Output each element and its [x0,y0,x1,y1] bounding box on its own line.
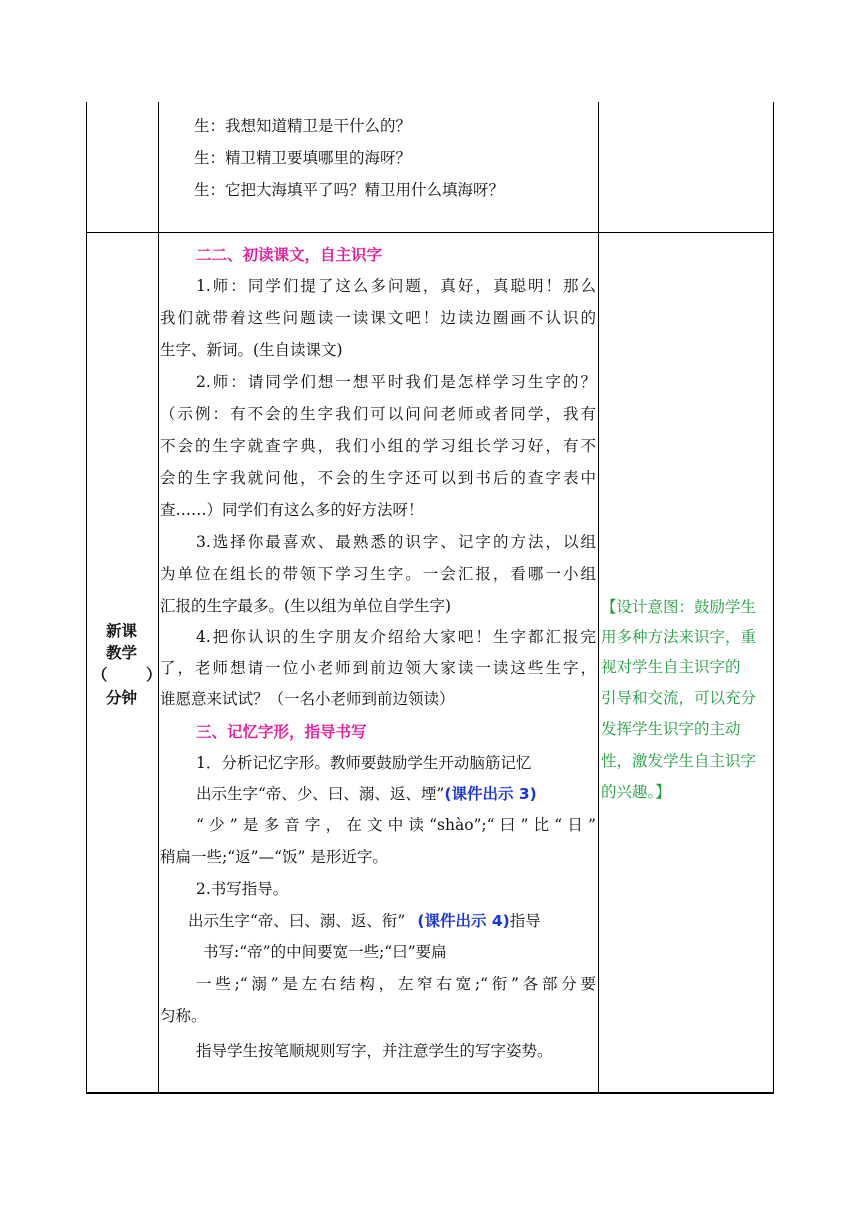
stage-label-paren-open: （ [92,666,108,684]
body-line: 不会的生字就查字典，我们小组的学习组长学习好，有不 [160,437,596,455]
design-intent-line: 视对学生自主识字的 [601,658,741,676]
body-line: （示例：有不会的生字我们可以问问老师或者同学，我有 [160,405,596,423]
dialogue-line: 生：精卫精卫要填哪里的海呀？ [194,149,412,167]
table-border-col3 [598,102,599,1094]
body-line: 我们就带着这些问题读一读课文吧！边读边圈画不认识的 [160,309,596,327]
body-line: 2.师：请同学们想一想平时我们是怎样学习生字的？ [196,373,596,391]
body-line: 为单位在组长的带领下学习生字。一会汇报，看哪一小组 [160,565,596,583]
body-line: 指导学生按笔顺规则写字，并注意学生的写字姿势。 [196,1042,553,1060]
section-heading: 三、记忆字形，指导书写 [196,723,367,741]
design-intent-line: 【设计意图：鼓励学生 [601,598,757,616]
body-line: 4.把你认识的生字朋友介绍给大家吧！生字都汇报完 [196,628,596,646]
table-border-bottom [86,1092,774,1094]
design-intent-line: 用多种方法来识字，重 [601,628,757,646]
body-line: 了，老师想请一位小老师到前边领大家读一读这些生字， [160,659,596,677]
design-intent-line: 性，激发学生自主识字 [601,752,757,770]
body-line: 生字、新词。(生自读课文) [160,341,343,359]
body-text: 出示生字“帝、曰、溺、返、衔” [188,912,406,930]
body-line: 汇报的生字最多。(生以组为单位自学生字) [160,597,452,615]
dialogue-line: 生：我想知道精卫是干什么的？ [194,117,412,135]
body-line: 谁愿意来试试？（一名小老师到前边领读） [160,690,455,708]
stage-label-line4: 分钟 [106,689,138,707]
body-line: 2.书写指导。 [196,880,289,898]
design-intent-line: 引导和交流，可以充分 [601,689,757,707]
body-line: 会的生字我就问他，不会的生字还可以到书后的查字表中 [160,469,596,487]
table-border-left [86,102,87,1094]
stage-label-line2: 教学 [106,644,138,662]
section-heading: 二二、初读课文，自主识字 [196,246,383,264]
table-row-divider [86,232,774,233]
body-line: 一些;“溺”是左右结构，左窄右宽;“衔”各部分要 [196,975,596,993]
body-line [196,784,537,804]
body-line: 1．分析记忆字形。教师要鼓励学生开动脑筋记忆 [196,754,532,772]
body-text: 指导 [509,912,541,930]
design-intent-line: 发挥学生识字的主动 [601,720,741,738]
body-line [188,911,541,931]
body-line: 3.选择你最喜欢、最熟悉的识字、记字的方法，以组 [196,533,596,551]
body-line: 1.师：同学们提了这么多问题，真好，真聪明！那么 [196,277,596,295]
table-border-right [773,102,774,1094]
dialogue-line: 生：它把大海填平了吗？精卫用什么填海呀？ [194,181,505,199]
body-line: 书写:“帝”的中间要宽一些;“曰”要扁 [203,943,447,961]
design-intent-line: 的兴趣。】 [601,783,671,801]
body-text: 出示生字“帝、少、曰、溺、返、堙” [196,785,445,803]
courseware-ref: (课件出示 3) [444,785,537,803]
body-line: 匀称。 [160,1007,207,1025]
table-border-col2 [158,102,159,1094]
body-line: 稍扁一些;“返”—“饭” 是形近字。 [160,848,388,866]
body-line: “少”是多音字，在文中读“shào”;“曰”比“日” [196,816,596,834]
stage-label-line1: 新课 [106,622,138,640]
courseware-ref: (课件出示 4) [417,912,510,930]
stage-label-paren-close: ） [146,666,162,684]
body-line: 查……）同学们有这么多的好方法呀！ [160,501,424,519]
